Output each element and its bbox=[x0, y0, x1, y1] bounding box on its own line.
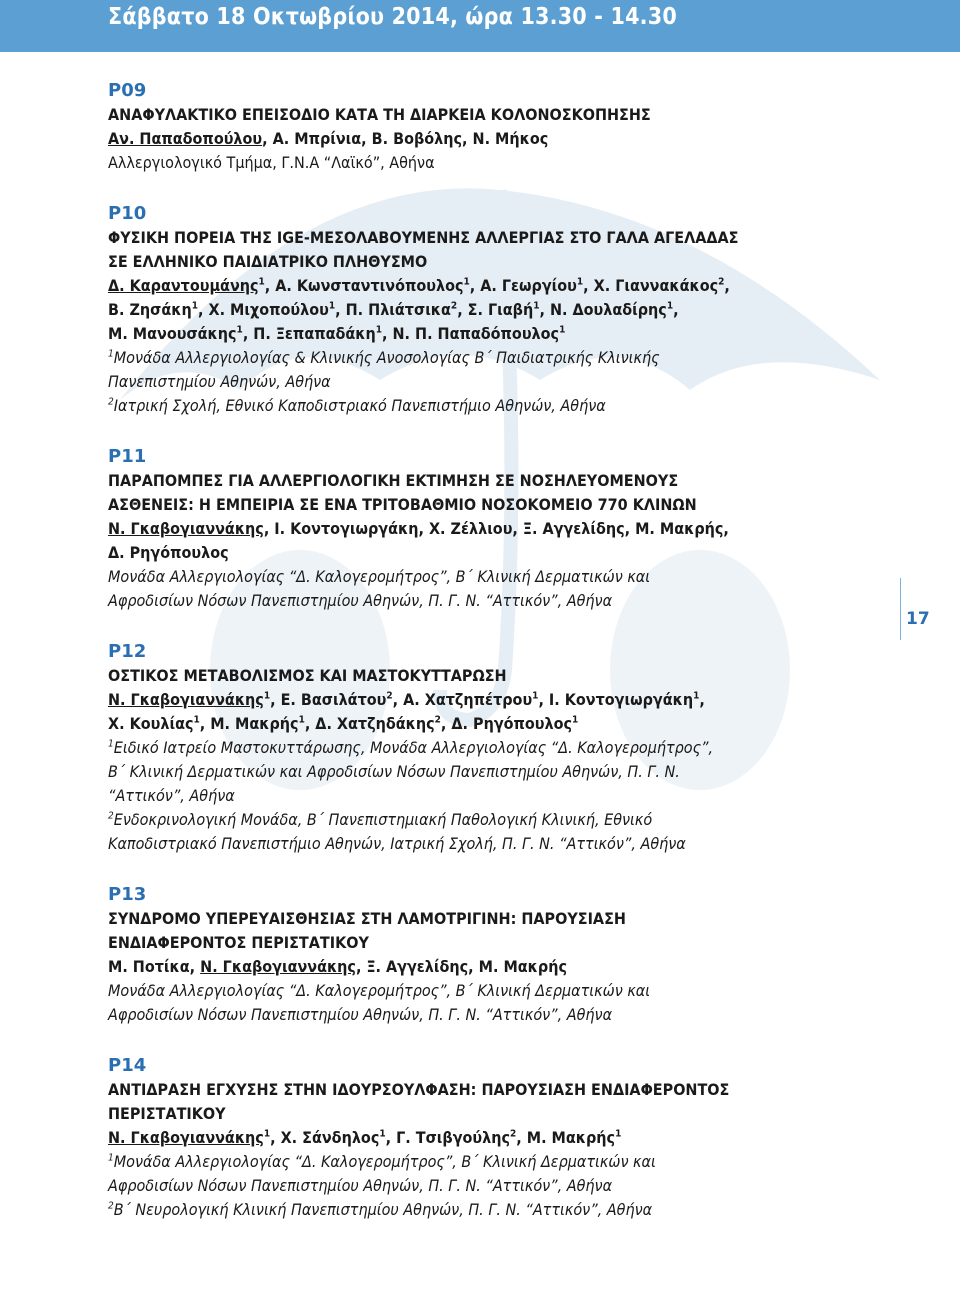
abstract-authors: Δ. Καραντουμάνης$^1$, Α. Κωνσταντινόπουλος$^1$, Α. Γεωργίου$^1$, Χ. Γιαννακάκος$^2$, bbox=[108, 276, 730, 295]
abstract-p11 bbox=[108, 444, 798, 613]
abstract-affiliation: Αφροδισίων Νόσων Πανεπιστημίου Αθηνών, Π. Γ. Ν. “Αττικόν”, Αθήνα bbox=[108, 591, 613, 610]
abstract-title: ΣΕ ΕΛΛΗΝΙΚΟ ΠΑΙΔΙΑΤΡΙΚΟ ΠΛΗΘΥΣΜΟ bbox=[108, 252, 428, 271]
abstract-title: ΑΣΘΕΝΕΙΣ: Η ΕΜΠΕΙΡΙΑ ΣΕ ΕΝΑ ΤΡΙΤΟΒΑΘΜΙΟ ΝΟΣΟΚΟΜΕΙΟ 770 ΚΛΙΝΩΝ bbox=[108, 495, 697, 514]
abstract-p13 bbox=[108, 882, 798, 1027]
abstract-title: ΦΥΣΙΚΗ ΠΟΡΕΙΑ ΤΗΣ IGE-ΜΕΣΟΛΑΒΟΥΜΕΝΗΣ ΑΛΛΕΡΓΙΑΣ ΣΤΟ ΓΑΛΑ ΑΓΕΛΑΔΑΣ bbox=[108, 228, 739, 247]
abstract-affiliation: Πανεπιστημίου Αθηνών, Αθήνα bbox=[108, 372, 331, 391]
abstract-affiliation: Καποδιστριακό Πανεπιστήμιο Αθηνών, Ιατρική Σχολή, Π. Γ. Ν. “Αττικόν”, Αθήνα bbox=[108, 834, 686, 853]
abstract-code: P09 bbox=[108, 80, 147, 101]
page-divider-line bbox=[900, 578, 901, 640]
abstract-list bbox=[108, 78, 798, 1248]
abstract-affiliation: $^1$Μονάδα Αλλεργιολογίας & Κλινικής Ανοσολογίας Β΄ Παιδιατρικής Κλινικής bbox=[108, 348, 660, 367]
abstract-authors: Ν. Γκαβογιαννάκης$^1$, Ε. Βασιλάτου$^2$, Α. Χατζηπέτρου$^1$, Ι. Κοντογιωργάκη$^1$, bbox=[108, 690, 705, 709]
abstract-authors: Μ. Μανουσάκης$^1$, Π. Ξεπαπαδάκη$^1$, Ν. Π. Παπαδόπουλος$^1$ bbox=[108, 324, 566, 343]
abstract-code: P11 bbox=[108, 446, 147, 467]
abstract-affiliation: Αφροδισίων Νόσων Πανεπιστημίου Αθηνών, Π. Γ. Ν. “Αττικόν”, Αθήνα bbox=[108, 1005, 613, 1024]
abstract-code: P14 bbox=[108, 1055, 147, 1076]
abstract-affiliation: Μονάδα Αλλεργιολογίας “Δ. Καλογερομήτρος”, Β΄ Κλινική Δερματικών και bbox=[108, 981, 651, 1000]
abstract-code: P10 bbox=[108, 203, 147, 224]
abstract-title: ΠΑΡΑΠΟΜΠΕΣ ΓΙΑ ΑΛΛΕΡΓΙΟΛΟΓΙΚΗ ΕΚΤΙΜΗΣΗ ΣΕ ΝΟΣΗΛΕΥΟΜΕΝΟΥΣ bbox=[108, 471, 679, 490]
abstract-authors: Μ. Ποτίκα, Ν. Γκαβογιαννάκης, Ξ. Αγγελίδης, Μ. Μακρής bbox=[108, 957, 567, 976]
session-datetime: Σάββατο 18 Οκτωβρίου 2014, ώρα 13.30 - 14.30 bbox=[108, 4, 677, 30]
abstract-p12 bbox=[108, 639, 798, 856]
header-bar bbox=[0, 0, 960, 52]
abstract-authors: Χ. Κουλίας$^1$, Μ. Μακρής$^1$, Δ. Χατζηδάκης$^2$, Δ. Ρηγόπουλος$^1$ bbox=[108, 714, 579, 733]
abstract-affiliation: $^1$Ειδικό Ιατρείο Μαστοκυττάρωσης, Μονάδα Αλλεργιολογίας “Δ. Καλογερομήτρος”, bbox=[108, 738, 714, 757]
abstract-title: ΑΝΤΙΔΡΑΣΗ ΕΓΧΥΣΗΣ ΣΤΗΝ ΙΔΟΥΡΣΟΥΛΦΑΣΗ: ΠΑΡΟΥΣΙΑΣΗ ΕΝΔΙΑΦΕΡΟΝΤΟΣ bbox=[108, 1080, 730, 1099]
abstract-affiliation: $^1$Μονάδα Αλλεργιολογίας “Δ. Καλογερομήτρος”, Β΄ Κλινική Δερματικών και bbox=[108, 1152, 656, 1171]
abstract-title: ΣΥΝΔΡΟΜΟ ΥΠΕΡΕΥΑΙΣΘΗΣΙΑΣ ΣΤΗ ΛΑΜΟΤΡΙΓΙΝΗ: ΠΑΡΟΥΣΙΑΣΗ bbox=[108, 909, 626, 928]
abstract-title: ΕΝΔΙΑΦΕΡΟΝΤΟΣ ΠΕΡΙΣΤΑΤΙΚΟΥ bbox=[108, 933, 369, 952]
abstract-affiliation: Αφροδισίων Νόσων Πανεπιστημίου Αθηνών, Π. Γ. Ν. “Αττικόν”, Αθήνα bbox=[108, 1176, 613, 1195]
abstract-code: P13 bbox=[108, 884, 147, 905]
abstract-affiliation: $^2$Ιατρική Σχολή, Εθνικό Καποδιστριακό Πανεπιστήμιο Αθηνών, Αθήνα bbox=[108, 396, 606, 415]
abstract-authors: Β. Ζησάκη$^1$, Χ. Μιχοπούλου$^1$, Π. Πλιάτσικα$^2$, Σ. Γιαβή$^1$, Ν. Δουλαδίρης$^1$, bbox=[108, 300, 679, 319]
page-number: 17 bbox=[906, 609, 930, 629]
abstract-affiliation: “Αττικόν”, Αθήνα bbox=[108, 786, 235, 805]
abstract-p14 bbox=[108, 1053, 798, 1222]
abstract-code: P12 bbox=[108, 641, 147, 662]
abstract-title: ΟΣΤΙΚΟΣ ΜΕΤΑΒΟΛΙΣΜΟΣ ΚΑΙ ΜΑΣΤΟΚΥΤΤΑΡΩΣΗ bbox=[108, 666, 507, 685]
abstract-authors: Δ. Ρηγόπουλος bbox=[108, 543, 229, 562]
abstract-affiliation: $^2$Ενδοκρινολογική Μονάδα, Β΄ Πανεπιστημιακή Παθολογική Κλινική, Εθνικό bbox=[108, 810, 653, 829]
abstract-title: ΑΝΑΦΥΛΑΚΤΙΚΟ ΕΠΕΙΣΟΔΙΟ ΚΑΤΑ ΤΗ ΔΙΑΡΚΕΙΑ ΚΟΛΟΝΟΣΚΟΠΗΣΗΣ bbox=[108, 105, 651, 124]
abstract-authors: Ν. Γκαβογιαννάκης$^1$, Χ. Σάνδηλος$^1$, Γ. Τσιβγούλης$^2$, Μ. Μακρής$^1$ bbox=[108, 1128, 622, 1147]
abstract-p10 bbox=[108, 201, 798, 418]
abstract-affiliation: Β΄ Κλινική Δερματικών και Αφροδισίων Νόσων Πανεπιστημίου Αθηνών, Π. Γ. Ν. bbox=[108, 762, 680, 781]
abstract-title: ΠΕΡΙΣΤΑΤΙΚΟΥ bbox=[108, 1104, 226, 1123]
abstract-affiliation: Μονάδα Αλλεργιολογίας “Δ. Καλογερομήτρος”, Β΄ Κλινική Δερματικών και bbox=[108, 567, 651, 586]
abstract-affiliation: Αλλεργιολογικό Τμήμα, Γ.Ν.Α “Λαϊκό”, Αθήνα bbox=[108, 153, 435, 172]
abstract-authors: Ν. Γκαβογιαννάκης, Ι. Κοντογιωργάκη, Χ. Ζέλλιου, Ξ. Αγγελίδης, Μ. Μακρής, bbox=[108, 519, 729, 538]
abstract-p09 bbox=[108, 78, 798, 175]
abstract-affiliation: $^2$Β΄ Νευρολογική Κλινική Πανεπιστημίου Αθηνών, Π. Γ. Ν. “Αττικόν”, Αθήνα bbox=[108, 1200, 653, 1219]
abstract-authors: Αν. Παπαδοπούλου, Α. Μπρίνια, Β. Βοβόλης, Ν. Μήκος bbox=[108, 129, 549, 148]
